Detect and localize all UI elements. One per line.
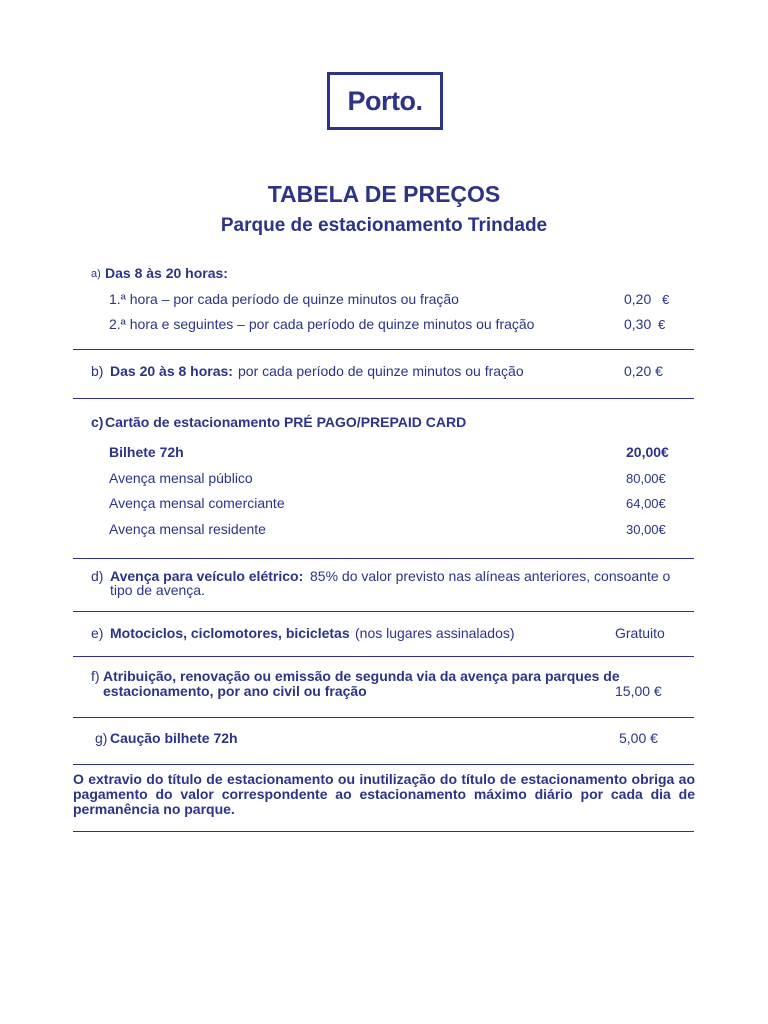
section-d-letter: d) xyxy=(91,568,104,584)
page-subtitle: Parque de estacionamento Trindade xyxy=(220,215,548,236)
section-c-row-2-label: Avença mensal público xyxy=(109,470,253,486)
section-c-heading: Cartão de estacionamento PRÉ PAGO/PREPAID CARD xyxy=(105,414,467,430)
footer-note: O extravio do título de estacionamento ou inutilização do título de estacionamento obriga ao pagamento do valor correspondente ao estacionamento máximo diário por cada dia de permanência no parque. xyxy=(73,771,695,817)
section-g-heading: Caução bilhete 72h xyxy=(110,730,238,746)
divider xyxy=(73,558,694,559)
section-a-row-1-value: 0,20 xyxy=(624,291,652,307)
divider xyxy=(73,349,694,350)
section-f-price: 15,00 € xyxy=(615,683,662,699)
section-e-heading: Motociclos, ciclomotores, bicicletas xyxy=(110,625,350,641)
divider xyxy=(73,764,694,765)
section-f-letter: f) xyxy=(91,668,100,684)
divider xyxy=(73,611,694,612)
divider xyxy=(73,656,694,657)
section-c-row-3-price: 64,00€ xyxy=(626,496,666,511)
divider xyxy=(73,398,694,399)
section-b-letter: b) xyxy=(91,363,104,379)
section-c-row-1-price: 20,00€ xyxy=(626,444,669,460)
section-g-price: 5,00 € xyxy=(619,730,658,746)
section-a-row-1-label: 1.ª hora – por cada período de quinze minutos ou fração xyxy=(109,291,459,307)
section-c-row-1-label: Bilhete 72h xyxy=(109,444,184,460)
section-c-letter: c) xyxy=(91,414,104,430)
section-e-text: (nos lugares assinalados) xyxy=(355,625,515,641)
porto-logo xyxy=(327,72,443,130)
section-a-row-1-currency: € xyxy=(662,292,670,307)
section-e-letter: e) xyxy=(91,625,104,641)
section-c-row-4-label: Avença mensal residente xyxy=(109,521,266,537)
section-g-letter: g) xyxy=(95,730,108,746)
section-a-row-2-label: 2.ª hora e seguintes – por cada período de quinze minutos ou fração xyxy=(109,316,535,332)
section-d-heading: Avença para veículo elétrico: xyxy=(110,568,304,584)
section-a-row-2-currency: € xyxy=(658,317,666,332)
section-c-row-2-price: 80,00€ xyxy=(626,471,666,486)
section-f-line-2: estacionamento, por ano civil ou fração xyxy=(103,683,367,699)
section-c-row-4-price: 30,00€ xyxy=(626,522,666,537)
page-title: TABELA DE PREÇOS xyxy=(267,181,501,207)
section-b-text: por cada período de quinze minutos ou fração xyxy=(238,363,524,379)
logo-text: Porto. xyxy=(347,86,423,116)
divider xyxy=(73,831,694,832)
divider xyxy=(73,717,694,718)
section-a-row-2-value: 0,30 xyxy=(624,316,652,332)
section-f-line-1: Atribuição, renovação ou emissão de segunda via da avença para parques de xyxy=(103,668,620,684)
section-d-text: 85% do valor previsto nas alíneas anteriores, consoante o xyxy=(310,568,671,584)
section-b-price: 0,20 € xyxy=(624,363,663,379)
section-a-heading: Das 8 às 20 horas: xyxy=(105,265,228,281)
section-e-price: Gratuito xyxy=(615,625,665,641)
section-b-heading: Das 20 às 8 horas: xyxy=(110,363,233,379)
section-a-letter: a) xyxy=(91,268,101,280)
section-c-row-3-label: Avença mensal comerciante xyxy=(109,495,285,511)
section-d-text-2: tipo de avença. xyxy=(110,582,205,598)
